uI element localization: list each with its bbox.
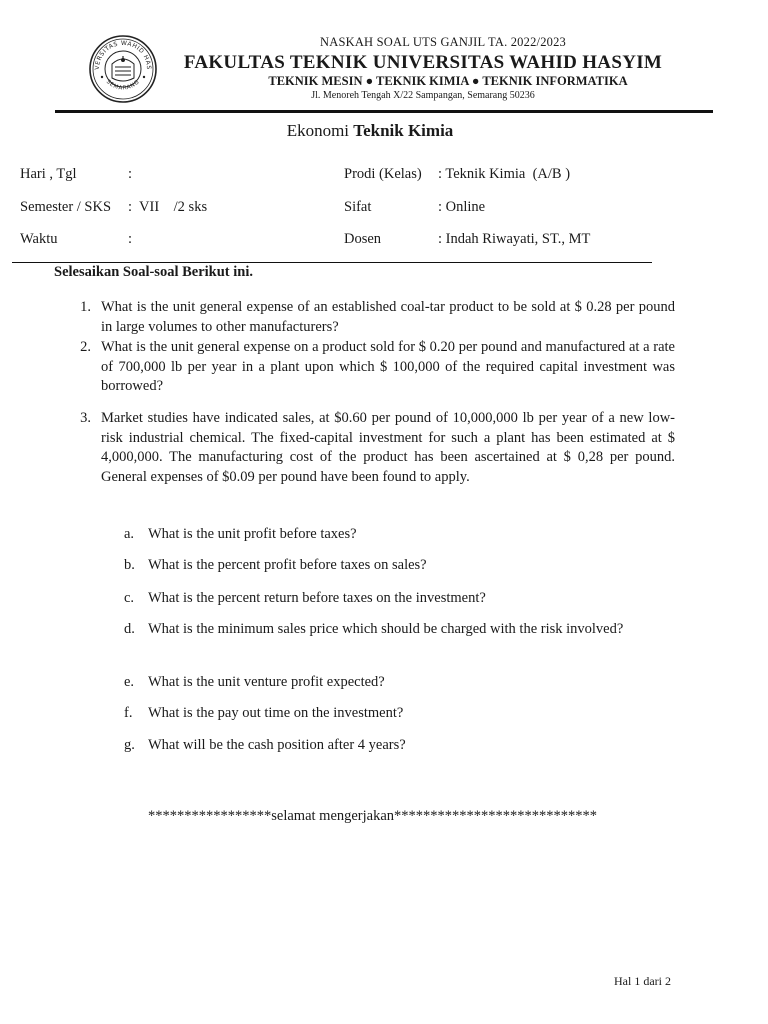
- dosen-label: Dosen: [344, 231, 382, 247]
- subquestion-letter: e.: [124, 674, 135, 690]
- subquestion-text: What is the pay out time on the investment?: [148, 705, 404, 721]
- subquestion-letter: a.: [124, 526, 135, 542]
- subquestion-letter: b.: [124, 557, 135, 573]
- time-value: :: [128, 231, 133, 247]
- faculty-address: Jl. Menoreh Tengah X/22 Sampangan, Semarang 50236: [311, 90, 535, 101]
- time-label: Waktu: [20, 231, 58, 247]
- prodi-value: : Teknik Kimia (A/B ): [438, 166, 571, 182]
- subquestion-text: What will be the cash position after 4 years?: [148, 737, 406, 753]
- logo-text-bottom: SEMARANG: [104, 78, 142, 92]
- page-number: Hal 1 dari 2: [614, 974, 671, 988]
- exam-title: NASKAH SOAL UTS GANJIL TA. 2022/2023: [319, 35, 567, 49]
- info-divider: [12, 262, 652, 263]
- subquestion-text: What is the unit profit before taxes?: [148, 526, 357, 542]
- question-number: 2.: [80, 339, 91, 355]
- question-number: 1.: [80, 299, 91, 315]
- course-prefix: Ekonomi: [286, 121, 350, 140]
- course-name: Teknik Kimia: [353, 121, 454, 140]
- prodi-label: Prodi (Kelas): [344, 166, 422, 182]
- semester-label: Semester / SKS: [20, 199, 112, 215]
- sifat-value: : Online: [438, 199, 486, 215]
- subquestion-letter: c.: [124, 590, 135, 606]
- subquestion-letter: d.: [124, 621, 135, 637]
- question-text: Market studies have indicated sales, at $0.60 per pound of 10,000,000 lb per year of a new low-risk industrial chemical. The fixed-capital investment for such a plant has been estimated at $ 4,000,000. The manufacturing cost of the product has been ascertained at $ 0,28 per pound. General expenses of $0.09 per pound have been found to apply.: [101, 410, 675, 485]
- subquestion-text: What is the percent return before taxes on the investment?: [148, 590, 486, 606]
- department-list: TEKNIK MESIN ● TEKNIK KIMIA ● TEKNIK INFORMATIKA: [268, 74, 628, 88]
- day-label: Hari , Tgl: [20, 166, 77, 182]
- question-number: 3.: [80, 410, 91, 426]
- question-text: What is the unit general expense on a product sold for $ 0.20 per pound and manufactured at a rate of 700,000 lb per year in a plant upon which $ 100,000 of the required capital investment was borrowed?: [101, 339, 675, 394]
- subquestion-text: What is the unit venture profit expected?: [148, 674, 385, 690]
- closing-message: *****************selamat mengerjakan****************************: [148, 808, 598, 824]
- dosen-value: : Indah Riwayati, ST., MT: [438, 231, 591, 247]
- question-text: What is the unit general expense of an established coal-tar product to be sold at $ 0.28 per pound in large volumes to other manufacturers?: [101, 299, 675, 335]
- day-value: :: [128, 166, 133, 182]
- semester-value: : VII /2 sks: [128, 199, 208, 215]
- subquestion-text: What is the percent profit before taxes on sales?: [148, 557, 427, 573]
- subquestion-letter: f.: [124, 705, 133, 721]
- header-divider: [55, 110, 713, 113]
- logo-text-top: VERSITAS WAHID HAS: [93, 39, 153, 71]
- subquestion-letter: g.: [124, 737, 135, 753]
- subquestion-text: What is the minimum sales price which should be charged with the risk involved?: [148, 621, 624, 637]
- instruction-heading: Selesaikan Soal-soal Berikut ini.: [54, 264, 254, 280]
- sifat-label: Sifat: [344, 199, 372, 215]
- university-logo: [88, 34, 158, 104]
- course-title: [0, 121, 740, 141]
- faculty-name: FAKULTAS TEKNIK UNIVERSITAS WAHID HASYIM: [183, 52, 663, 73]
